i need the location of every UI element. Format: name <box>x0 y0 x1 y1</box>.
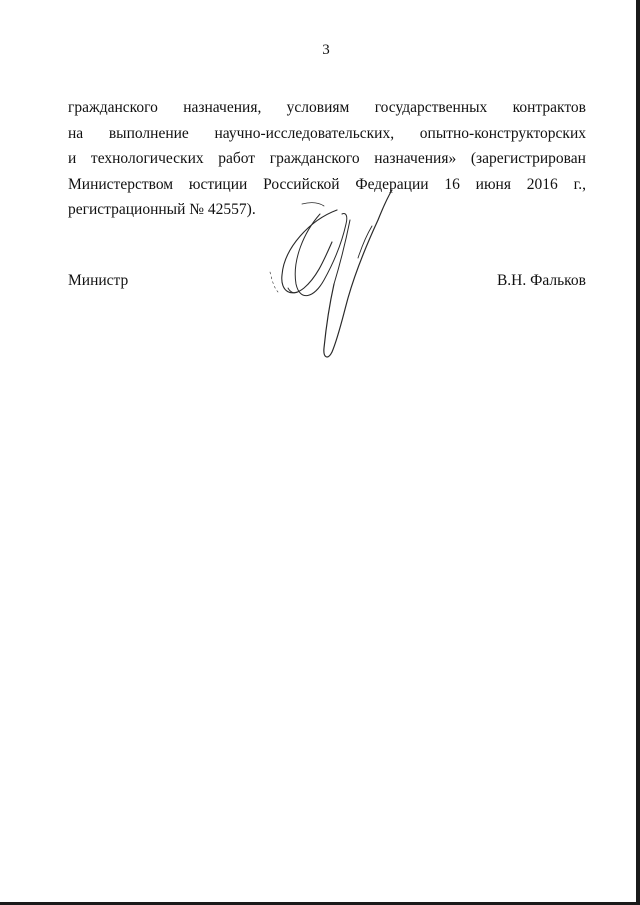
word: государственных <box>374 99 488 116</box>
body-line-5: регистрационный № 42557). <box>68 201 256 218</box>
page-number: 3 <box>322 42 330 58</box>
body-line-2 <box>68 121 586 147</box>
body-line-3 <box>68 146 586 172</box>
word: на <box>68 124 84 142</box>
signer-name: В.Н. Фальков <box>496 272 586 289</box>
word: Федерации <box>355 175 429 193</box>
word: гражданского <box>68 99 158 116</box>
word: 16 <box>444 175 460 193</box>
word: контрактов <box>512 99 586 116</box>
word: назначения, <box>183 99 262 116</box>
word: работ <box>218 150 256 167</box>
word: опытно-конструкторских <box>419 124 586 142</box>
word: научно-исследовательских, <box>214 124 395 142</box>
word: (зарегистрирован <box>470 150 586 167</box>
word: и <box>68 150 77 167</box>
word: условиям <box>286 99 350 116</box>
word: выполнение <box>108 124 189 142</box>
word: технологических <box>90 150 204 167</box>
page-edge-right <box>636 0 640 905</box>
signer-title: Министр <box>68 272 129 289</box>
word: гражданского <box>269 150 360 167</box>
word: 2016 <box>526 175 558 193</box>
word: г., <box>573 175 586 193</box>
handwritten-signature-icon <box>262 180 412 370</box>
word: Российской <box>263 175 340 193</box>
word: юстиции <box>188 175 248 193</box>
word: июня <box>475 175 511 193</box>
word: назначения» <box>374 150 457 167</box>
word: Министерством <box>68 175 174 193</box>
body-line-1 <box>68 95 586 121</box>
